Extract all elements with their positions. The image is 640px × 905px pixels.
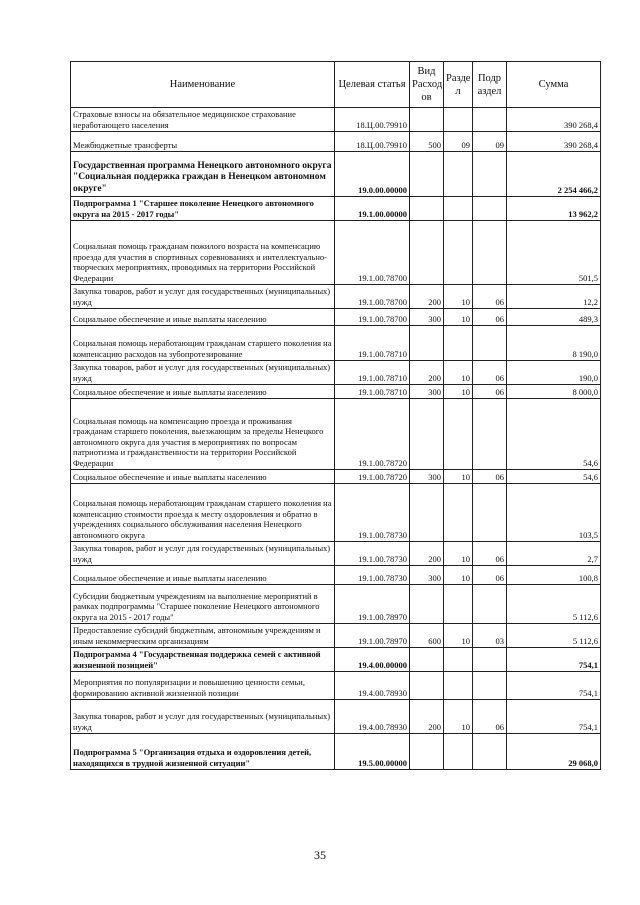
- table-row: [71, 152, 601, 197]
- page-number: 35: [314, 848, 326, 862]
- cell-sum: 54,6: [507, 399, 601, 470]
- cell-razd: [444, 648, 473, 672]
- cell-vid: [410, 585, 444, 624]
- cell-vid: [410, 221, 444, 285]
- table-row: [71, 672, 601, 700]
- cell-sum: 8 000,0: [507, 385, 601, 399]
- table-row: [71, 326, 601, 361]
- cell-code: 18.Ц.00.79910: [335, 108, 410, 132]
- cell-code: 19.1.00.78700: [335, 221, 410, 285]
- cell-code: 19.1.00.78720: [335, 399, 410, 470]
- cell-razd: [444, 108, 473, 132]
- cell-podr: 06: [473, 566, 507, 585]
- table-row: [71, 484, 601, 542]
- cell-sum: 100,8: [507, 566, 601, 585]
- cell-sum: 54,6: [507, 470, 601, 484]
- table-row: [71, 648, 601, 672]
- cell-code: 19.5.00.00000: [335, 734, 410, 770]
- cell-sum: 754,1: [507, 648, 601, 672]
- cell-sum: 13 962,2: [507, 197, 601, 221]
- cell-vid: 600: [410, 624, 444, 648]
- cell-podr: [473, 326, 507, 361]
- cell-razd: [444, 672, 473, 700]
- cell-code: 19.1.00.78970: [335, 624, 410, 648]
- cell-name: Закупка товаров, работ и услуг для государственных (муниципальных) нужд: [71, 542, 335, 566]
- cell-code: 19.1.00.00000: [335, 197, 410, 221]
- cell-razd: 10: [444, 624, 473, 648]
- cell-code: 19.1.00.78970: [335, 585, 410, 624]
- cell-sum: 754,1: [507, 672, 601, 700]
- cell-razd: [444, 197, 473, 221]
- cell-name: Предоставление субсидий бюджетным, автономным учреждениям и иным некоммерческим организациям: [71, 624, 335, 648]
- cell-name: Социальная помощь неработающим гражданам старшего поколения на компенсацию стоимости проезда к месту оздоровления и обратно в учреждениях социального обслуживания населения Ненецкого автономного округа: [71, 484, 335, 542]
- cell-name: Социальное обеспечение и иные выплаты населению: [71, 385, 335, 399]
- cell-podr: 03: [473, 624, 507, 648]
- cell-sum: 2 254 466,2: [507, 152, 601, 197]
- cell-vid: [410, 672, 444, 700]
- cell-name: Социальная помощь гражданам пожилого возраста на компенсацию проезда для участия в спортивных соревнованиях и интеллектуально-творческих мероприятиях, проводимых на территории Российской Федерации: [71, 221, 335, 285]
- cell-podr: [473, 648, 507, 672]
- cell-razd: [444, 585, 473, 624]
- cell-code: 19.0.00.00000: [335, 152, 410, 197]
- cell-name: Закупка товаров, работ и услуг для государственных (муниципальных) нужд: [71, 700, 335, 734]
- cell-name: Страховые взносы на обязательное медицинское страхование неработающего населения: [71, 108, 335, 132]
- cell-sum: 103,5: [507, 484, 601, 542]
- cell-sum: 8 190,0: [507, 326, 601, 361]
- cell-razd: 10: [444, 566, 473, 585]
- cell-name: Социальное обеспечение и иные выплаты населению: [71, 566, 335, 585]
- cell-razd: 09: [444, 132, 473, 152]
- cell-podr: 06: [473, 361, 507, 385]
- cell-vid: 200: [410, 542, 444, 566]
- cell-sum: 754,1: [507, 700, 601, 734]
- cell-vid: 200: [410, 361, 444, 385]
- cell-sum: 29 068,0: [507, 734, 601, 770]
- cell-code: 19.1.00.78700: [335, 285, 410, 309]
- cell-vid: [410, 399, 444, 470]
- cell-vid: [410, 648, 444, 672]
- cell-vid: 300: [410, 385, 444, 399]
- cell-code: 19.4.00.00000: [335, 648, 410, 672]
- cell-code: 19.4.00.78930: [335, 672, 410, 700]
- cell-razd: [444, 152, 473, 197]
- cell-razd: 10: [444, 385, 473, 399]
- header-vid: Вид Расход ов: [410, 62, 444, 108]
- cell-razd: [444, 326, 473, 361]
- cell-name: Подпрограмма 4 "Государственная поддержка семей с активной жизненной позицией": [71, 648, 335, 672]
- table-header-row: [71, 62, 601, 108]
- cell-code: 19.1.00.78730: [335, 542, 410, 566]
- table-row: [71, 542, 601, 566]
- table-row: [71, 197, 601, 221]
- table-row: [71, 399, 601, 470]
- cell-razd: 10: [444, 700, 473, 734]
- cell-sum: 5 112,6: [507, 585, 601, 624]
- table-row: [71, 309, 601, 326]
- cell-podr: [473, 672, 507, 700]
- cell-name: Закупка товаров, работ и услуг для государственных (муниципальных) нужд: [71, 285, 335, 309]
- table-row: [71, 566, 601, 585]
- cell-razd: [444, 399, 473, 470]
- table-row: [71, 700, 601, 734]
- cell-razd: 10: [444, 285, 473, 309]
- cell-vid: [410, 734, 444, 770]
- cell-podr: 06: [473, 542, 507, 566]
- cell-code: 19.4.00.78930: [335, 700, 410, 734]
- cell-podr: [473, 197, 507, 221]
- cell-sum: 2,7: [507, 542, 601, 566]
- cell-sum: 12,2: [507, 285, 601, 309]
- cell-razd: 10: [444, 542, 473, 566]
- cell-name: Социальная помощь неработающим гражданам старшего поколения на компенсацию расходов на зубопротезирование: [71, 326, 335, 361]
- cell-podr: 09: [473, 132, 507, 152]
- cell-code: 19.1.00.78730: [335, 566, 410, 585]
- cell-podr: 06: [473, 700, 507, 734]
- cell-vid: 500: [410, 132, 444, 152]
- table-row: [71, 108, 601, 132]
- cell-vid: [410, 197, 444, 221]
- cell-vid: [410, 484, 444, 542]
- table-row: [71, 132, 601, 152]
- budget-table: [70, 61, 601, 770]
- cell-vid: 200: [410, 700, 444, 734]
- cell-podr: 06: [473, 285, 507, 309]
- cell-code: 18.Ц.00.79910: [335, 132, 410, 152]
- cell-vid: 300: [410, 309, 444, 326]
- cell-razd: 10: [444, 361, 473, 385]
- table-row: [71, 585, 601, 624]
- header-podr: Подр аздел: [473, 62, 507, 108]
- table-row: [71, 385, 601, 399]
- cell-sum: 190,0: [507, 361, 601, 385]
- cell-podr: [473, 585, 507, 624]
- cell-code: 19.1.00.78710: [335, 326, 410, 361]
- cell-code: 19.1.00.78710: [335, 385, 410, 399]
- cell-sum: 501,5: [507, 221, 601, 285]
- cell-code: 19.1.00.78730: [335, 484, 410, 542]
- cell-name: Межбюджетные трансферты: [71, 132, 335, 152]
- table-row: [71, 221, 601, 285]
- table-row: [71, 734, 601, 770]
- cell-name: Социальное обеспечение и иные выплаты населению: [71, 470, 335, 484]
- cell-razd: [444, 484, 473, 542]
- header-sum: Сумма: [507, 62, 601, 108]
- cell-razd: [444, 734, 473, 770]
- cell-razd: [444, 221, 473, 285]
- cell-code: 19.1.00.78700: [335, 309, 410, 326]
- cell-podr: [473, 152, 507, 197]
- cell-name: Подпрограмма 1 "Старшее поколение Ненецкого автономного округа на 2015 - 2017 годы": [71, 197, 335, 221]
- table-row: [71, 285, 601, 309]
- cell-podr: 06: [473, 309, 507, 326]
- cell-name: Социальная помощь на компенсацию проезда и проживания гражданам старшего поколения, выезжающим за пределы Ненецкого автономного округа для участия в мероприятиях по вопросам патриотизма и гражданственности на территории Российской Федерации: [71, 399, 335, 470]
- cell-name: Закупка товаров, работ и услуг для государственных (муниципальных) нужд: [71, 361, 335, 385]
- cell-code: 19.1.00.78720: [335, 470, 410, 484]
- cell-podr: [473, 734, 507, 770]
- cell-code: 19.1.00.78710: [335, 361, 410, 385]
- cell-name: Субсидии бюджетным учреждениям на выполнение мероприятий в рамках подпрограммы "Старшее поколение Ненецкого автономного округа на 2015 - 2017 годы": [71, 585, 335, 624]
- cell-sum: 489,3: [507, 309, 601, 326]
- cell-name: Мероприятия по популяризации и повышению ценности семьи, формированию активной жизненной позиции: [71, 672, 335, 700]
- cell-podr: [473, 108, 507, 132]
- cell-name: Социальное обеспечение и иные выплаты населению: [71, 309, 335, 326]
- cell-sum: 5 112,6: [507, 624, 601, 648]
- cell-podr: [473, 221, 507, 285]
- header-razd: Разде л: [444, 62, 473, 108]
- cell-vid: 300: [410, 470, 444, 484]
- cell-podr: [473, 399, 507, 470]
- table-row: [71, 624, 601, 648]
- cell-vid: 300: [410, 566, 444, 585]
- cell-podr: 06: [473, 470, 507, 484]
- cell-name: Государственная программа Ненецкого автономного округа "Социальная поддержка граждан в Ненецком автономном округе": [71, 152, 335, 197]
- cell-podr: [473, 484, 507, 542]
- cell-name: Подпрограмма 5 "Организация отдыха и оздоровления детей, находящихся в трудной жизненной ситуации": [71, 734, 335, 770]
- cell-razd: 10: [444, 309, 473, 326]
- cell-vid: [410, 326, 444, 361]
- cell-sum: 390 268,4: [507, 108, 601, 132]
- header-name: Наименование: [71, 62, 335, 108]
- table-row: [71, 470, 601, 484]
- cell-vid: 200: [410, 285, 444, 309]
- cell-vid: [410, 108, 444, 132]
- cell-podr: 06: [473, 385, 507, 399]
- cell-vid: [410, 152, 444, 197]
- table-row: [71, 361, 601, 385]
- cell-sum: 390 268,4: [507, 132, 601, 152]
- cell-razd: 10: [444, 470, 473, 484]
- header-code: Целевая статья: [335, 62, 410, 108]
